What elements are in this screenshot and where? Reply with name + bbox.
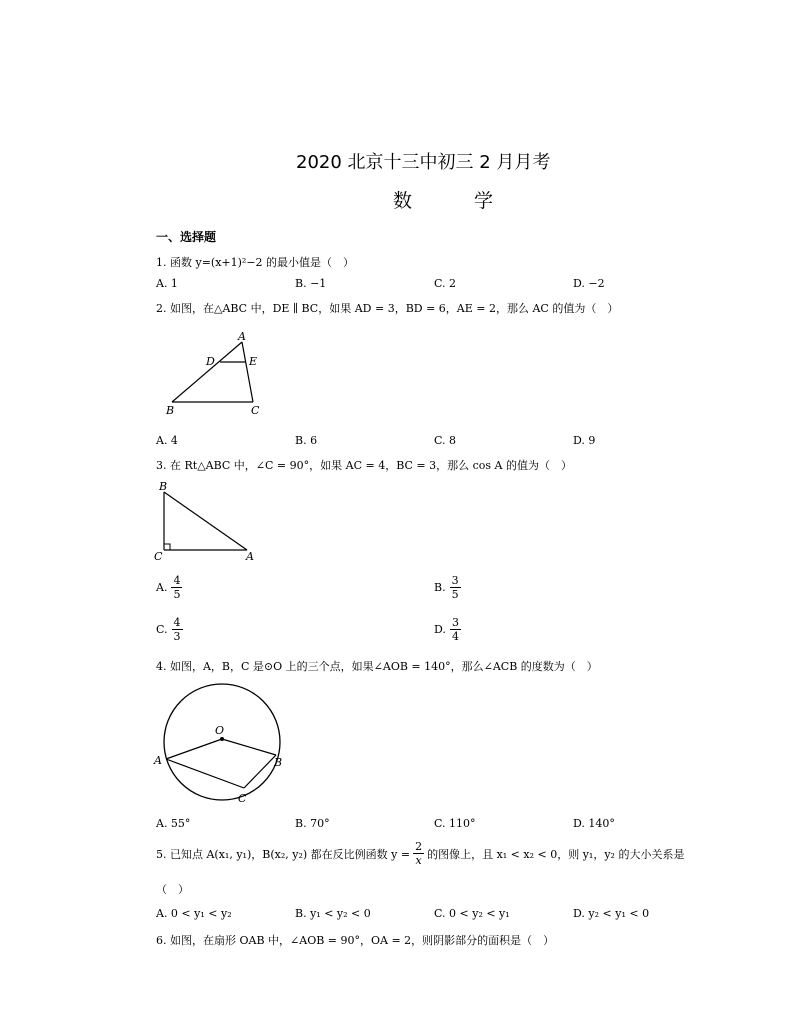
fraction (450, 616, 461, 643)
q4-option-d: D. 140° (573, 817, 615, 830)
q5-option-d: D. y₂ < y₁ < 0 (573, 907, 650, 920)
numerator: 4 (173, 574, 181, 587)
denominator: 5 (451, 588, 459, 601)
q5-stem-pre: 5. 已知点 A(x₁, y₁)，B(x₂, y₂) 都在反比例函数 y = (156, 847, 411, 861)
label-e: E (249, 355, 258, 368)
right-triangle-figure (152, 478, 262, 564)
denominator: 3 (173, 630, 181, 643)
label-d: D (206, 355, 215, 368)
option-prefix: D. (434, 623, 446, 636)
numerator: 3 (451, 574, 459, 587)
q2-option-a: A. 4 (156, 434, 178, 447)
label-o: O (215, 724, 225, 737)
question-1-stem: 1. 函数 y=(x+1)²−2 的最小值是（ ） (156, 256, 355, 269)
label-a: A (154, 754, 162, 767)
label-b: B (159, 480, 168, 493)
q4-option-a: A. 55° (156, 817, 191, 830)
denominator: 5 (173, 588, 181, 601)
fraction (172, 616, 183, 643)
chord-ac (166, 759, 244, 788)
q1-option-d: D. −2 (573, 277, 605, 290)
denominator: x (415, 854, 422, 867)
subject-title: 数 学 (393, 190, 522, 212)
label-c: C (251, 404, 260, 417)
q1-option-a: A. 1 (156, 277, 178, 290)
q3-option-d (434, 616, 461, 643)
label-a: A (238, 330, 246, 343)
q5-stem-post: 的图像上，且 x₁ < x₂ < 0，则 y₁，y₂ 的大小关系是 (427, 847, 685, 861)
option-prefix: C. (156, 623, 168, 636)
q3-option-c (156, 616, 183, 643)
question-5-stem (156, 840, 684, 867)
label-b: B (166, 404, 175, 417)
question-5-stem-cont: （ ） (156, 883, 189, 896)
q1-option-b: B. −1 (295, 277, 327, 290)
option-prefix: A. (156, 581, 168, 594)
numerator: 4 (173, 616, 181, 629)
numerator: 3 (451, 616, 459, 629)
question-4-stem: 4. 如图，A，B，C 是⊙O 上的三个点，如果∠AOB = 140°，那么∠ACB 的度数为（ ） (156, 660, 598, 673)
label-b: B (274, 756, 283, 769)
q3-option-b (434, 574, 461, 601)
q3-option-a (156, 574, 182, 601)
side-ab (164, 492, 247, 550)
option-prefix: B. (434, 581, 446, 594)
label-c: C (238, 792, 247, 805)
fraction (450, 574, 461, 601)
label-c: C (154, 550, 163, 563)
denominator: 4 (451, 630, 459, 643)
q4-option-b: B. 70° (295, 817, 330, 830)
q4-option-c: C. 110° (434, 817, 476, 830)
radius-ob (222, 739, 276, 755)
q5-fraction (413, 840, 424, 867)
numerator: 2 (415, 840, 423, 853)
question-3-stem: 3. 在 Rt△ABC 中，∠C = 90°，如果 AC = 4，BC = 3，那么 cos A 的值为（ ） (156, 459, 572, 472)
label-a: A (246, 550, 254, 563)
page-title: 2020 北京十三中初三 2 月月考 (296, 152, 551, 173)
radius-oa (166, 739, 222, 759)
fraction (171, 574, 182, 601)
circle-o (164, 684, 283, 800)
q2-option-c: C. 8 (434, 434, 457, 447)
triangle-abc-de-parallel-figure (160, 330, 280, 420)
right-angle-mark (164, 544, 170, 550)
question-6-stem: 6. 如图，在扇形 OAB 中，∠AOB = 90°，OA = 2，则阴影部分的面积是（ ） (156, 934, 555, 947)
q2-option-b: B. 6 (295, 434, 318, 447)
side-ac (242, 342, 253, 402)
section-heading: 一、选择题 (156, 230, 217, 244)
q5-option-c: C. 0 < y₂ < y₁ (434, 907, 510, 920)
circle-o-figure (152, 680, 292, 810)
q5-option-b: B. y₁ < y₂ < 0 (295, 907, 371, 920)
question-2-stem: 2. 如图，在△ABC 中，DE ∥ BC，如果 AD = 3，BD = 6，AE = 2，那么 AC 的值为（ ） (156, 302, 619, 315)
q5-option-a: A. 0 < y₁ < y₂ (156, 907, 232, 920)
side-ab (172, 342, 242, 402)
q2-option-d: D. 9 (573, 434, 596, 447)
q1-option-c: C. 2 (434, 277, 457, 290)
